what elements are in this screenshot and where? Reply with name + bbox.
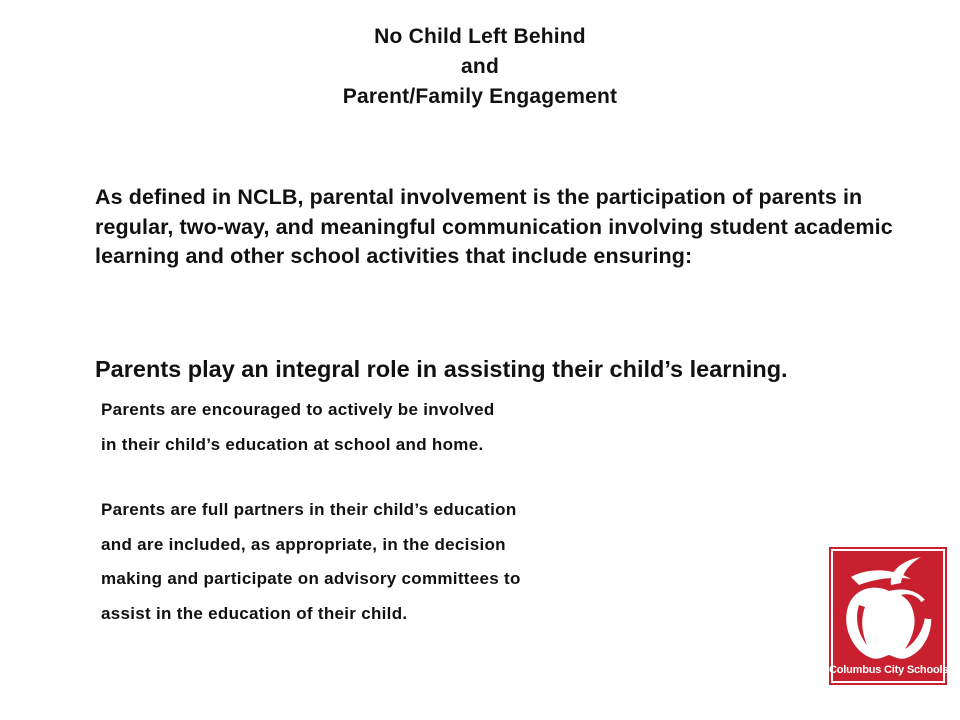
paragraph-partners [101,493,821,631]
paragraph-line: making and participate on advisory committees to [101,569,521,588]
title-line-2: and [461,55,499,78]
paragraph-line: in their child’s education at school and home. [101,434,484,454]
paragraph-line: and are included, as appropriate, in the decision [101,534,506,554]
intro-paragraph: As defined in NCLB, parental involvement is the participation of parents in regular, two-way, and meaningful communication involving student academic learning and other school activities that include ensuring: [95,185,893,268]
paragraph-involvement [101,393,821,462]
paragraph-line: assist in the education of their child. [101,603,408,623]
lead-statement: Parents play an integral role in assisting their child’s learning. [95,356,788,382]
title-line-3: Parent/Family Engagement [342,85,618,108]
logo-wordmark: Columbus City Schools [829,664,949,676]
title-line-1: No Child Left Behind [374,25,586,48]
paragraph-line: Parents are full partners in their child’s education [101,500,517,519]
columbus-city-schools-logo [829,547,947,685]
slide-title [0,22,960,112]
paragraph-line: Parents are encouraged to actively be involved [101,400,495,419]
